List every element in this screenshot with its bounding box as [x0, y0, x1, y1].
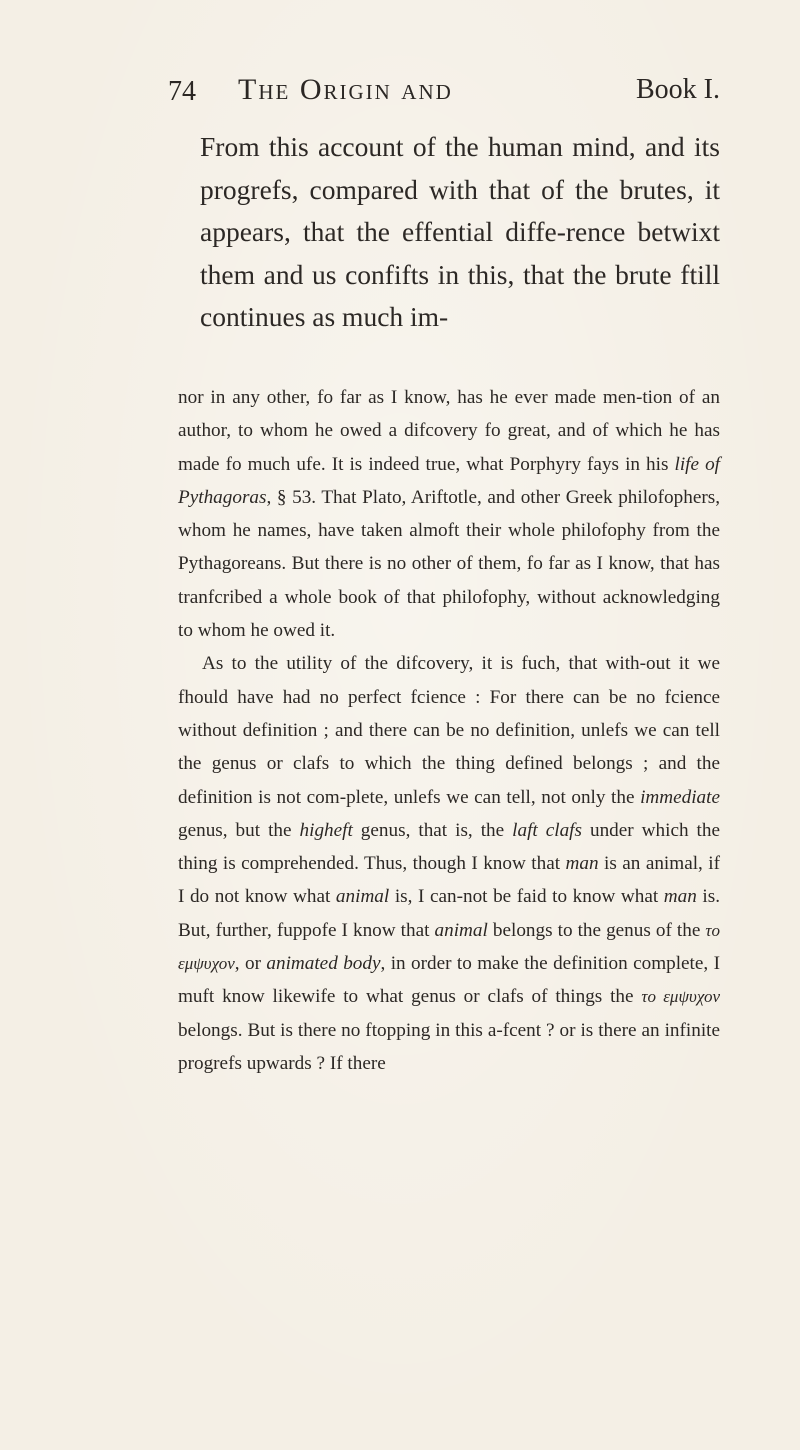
italic-term: immediate	[640, 786, 720, 808]
italic-term: higheft	[299, 819, 353, 841]
text-run: belongs. But is there no ftopping in this a‑fcent ? or is there an infinite progrefs upwards ? If there	[178, 1019, 720, 1074]
book-label: Book I.	[636, 74, 720, 105]
text-run: , or	[234, 953, 267, 975]
text-run: under which the thing is comprehended. Thus, though I know that	[178, 819, 720, 875]
text-run: belongs to the genus of the	[487, 919, 706, 941]
text-run: is an animal, if I do not know what	[178, 853, 721, 908]
text-run: is. But, further, fuppofe I know that	[178, 886, 720, 941]
greek-term: το εμψυχον	[178, 920, 720, 974]
text-run: is, I can‑not be faid to know what	[389, 886, 664, 908]
text-run: nor in any other, fo far as I know, has he ever made men‑tion of an author, to whom he owed a difcovery fo great, and of which he has made fo much ufe. It is indeed true, what Porphyry fays in his	[178, 387, 720, 475]
footnote-text-block	[178, 381, 720, 1080]
text-run: As to the utility of the difcovery, it is fuch, that with‑out it we fhould have had no perfect fcience : For there can be no fcience without definition ; and there can be no definition, unlefs we can tell the genus or clafs to which the thing defined belongs ; and the definition is not com‑plete, unlefs we can tell, not only the	[178, 653, 720, 808]
text-run: genus, but the	[178, 819, 300, 841]
italic-term: man	[565, 853, 599, 875]
italic-term: animal	[335, 886, 390, 908]
italic-term: man	[663, 886, 697, 908]
italic-term: animated body	[266, 953, 381, 975]
footnote-paragraph-2	[178, 647, 720, 1080]
text-run: , § 53. That Plato, Ariftotle, and other Greek philofophers, whom he names, have taken almoft their whole philofophy from the Pythagoreans. But there is no other of them, fo far as I know, that has tranfcribed a whole book of that philofophy, without acknowledging to whom he owed it.	[178, 486, 720, 642]
italic-term: animal	[434, 919, 488, 941]
greek-term: το εμψυχον	[641, 987, 720, 1007]
footnote-paragraph-1	[178, 381, 720, 647]
text-run: , in order to make the definition complete, I muft know likewife to what genus or clafs of things the	[178, 953, 720, 1008]
main-text-block	[200, 126, 720, 339]
running-head	[168, 70, 720, 110]
running-title: The Origin and	[238, 73, 453, 106]
text-run: genus, that is, the	[352, 819, 513, 841]
page-number: 74	[168, 76, 196, 107]
italic-title: life of Pythagoras	[178, 453, 721, 508]
main-paragraph: From this account of the human mind, and its progrefs, compared with that of the brutes, it appears, that the effential diffe‑rence betwixt them and us confifts in this, that the brute ftill continues as much im‑	[200, 131, 720, 332]
italic-term: laft clafs	[512, 819, 582, 841]
